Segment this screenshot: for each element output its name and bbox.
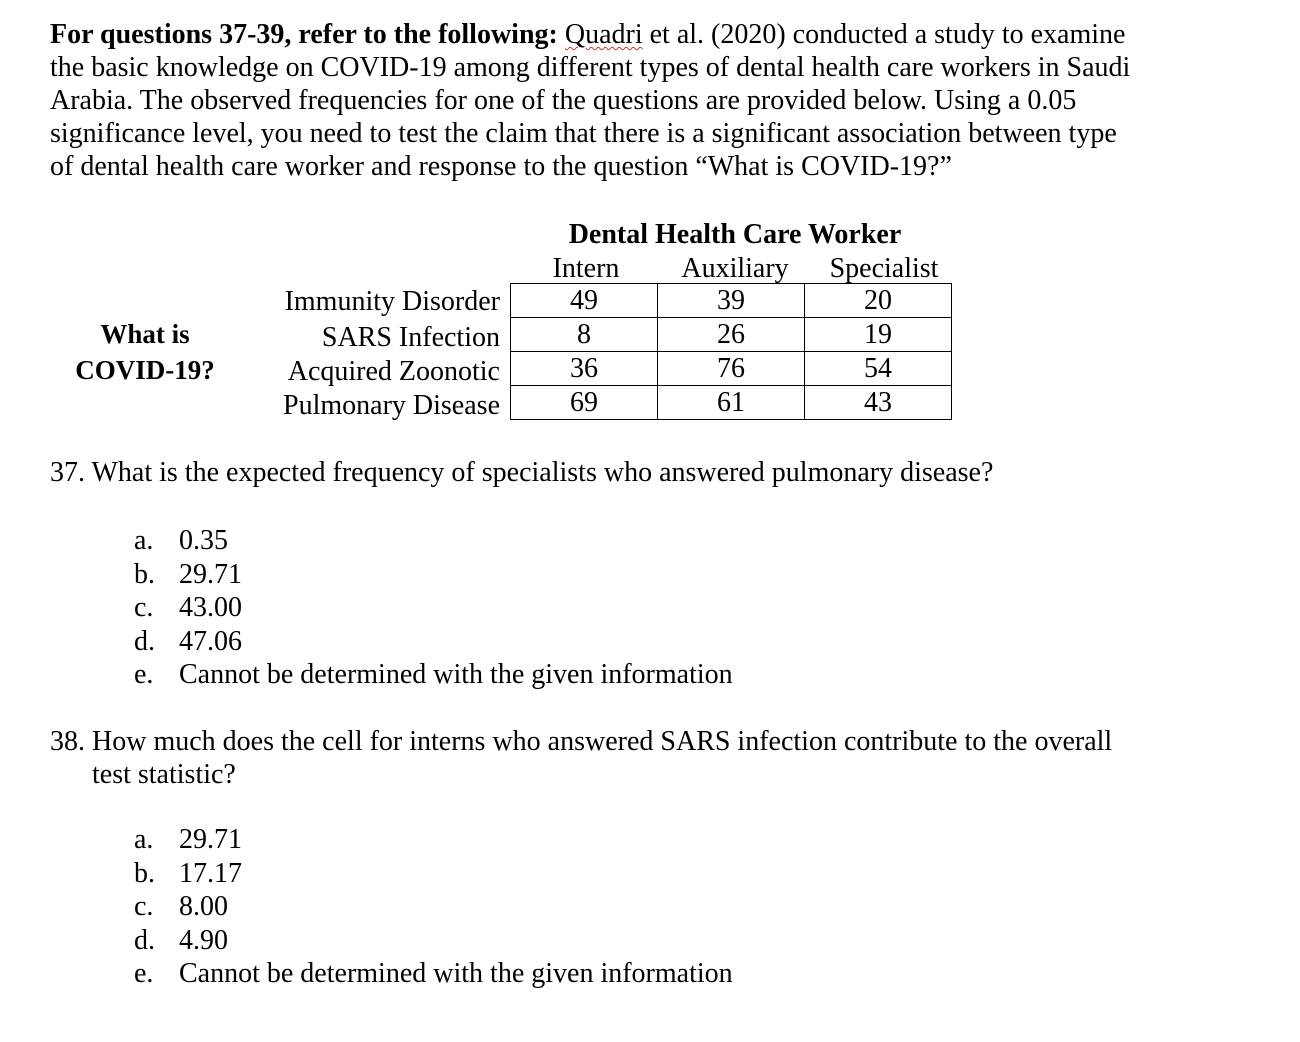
side-label-covid: COVID-19? [75,355,215,385]
option-d: d. 47.06 [134,625,242,657]
question-38-options [134,823,733,991]
side-label-what-is: What is [100,319,190,349]
intro-lead: For questions 37-39, refer to the following: [50,19,565,50]
option-a: a. 29.71 [134,824,242,855]
table-cell: 39 [658,284,805,318]
table-cell: 19 [805,318,952,352]
intro-line-4: significance level, you need to test the claim that there is a significant association between type [50,118,1117,149]
option-c: c. 8.00 [134,891,228,922]
table-title: Dental Health Care Worker [568,219,902,250]
table-cell: 76 [658,352,805,386]
table-row [511,386,952,420]
intro-line-2: the basic knowledge on COVID-19 among different types of dental health care workers in Saudi [50,52,1131,83]
intro-line-3: Arabia. The observed frequencies for one of the questions are provided below. Using a 0.05 [50,85,1077,116]
column-header-intern: Intern [552,253,620,284]
intro-line-5: of dental health care worker and response to the question “What is COVID-19?” [50,151,952,182]
question-37-stem: 37. What is the expected frequency of specialists who answered pulmonary disease? [50,457,994,488]
table-cell: 26 [658,318,805,352]
intro-line-1-rest: et al. (2020) conducted a study to examine [642,19,1126,50]
table-cell: 20 [805,284,952,318]
column-header-specialist: Specialist [829,253,939,284]
row-label-immunity-disorder: Immunity Disorder [284,286,500,317]
table-row [511,284,952,318]
row-label-acquired-zoonotic: Acquired Zoonotic [287,356,500,387]
table-cell: 69 [511,386,658,420]
question-37-options [134,524,733,692]
option-a: a. 0.35 [134,525,228,556]
question-38-stem-line-2: test statistic? [92,759,236,790]
table-cell: 49 [511,284,658,318]
intro-line-1 [50,18,1250,51]
option-b: b. 29.71 [134,558,242,590]
table-row [511,352,952,386]
row-label-sars-infection: SARS Infection [321,322,500,353]
question-38-stem [50,725,1250,791]
table-cell: 54 [805,352,952,386]
row-label-pulmonary-disease: Pulmonary Disease [283,390,500,421]
frequency-table [510,283,952,420]
table-cell: 43 [805,386,952,420]
table-cell: 36 [511,352,658,386]
option-e: e. Cannot be determined with the given information [134,659,733,690]
table-cell: 8 [511,318,658,352]
option-c: c. 43.00 [134,592,242,623]
column-header-auxiliary: Auxiliary [681,253,789,284]
intro-paragraph [50,18,1250,183]
table-row [511,318,952,352]
author-name: Quadri [564,19,643,50]
option-e: e. Cannot be determined with the given information [134,958,733,989]
option-b: b. 17.17 [134,857,242,889]
question-38-stem-line-1: 38. How much does the cell for interns who answered SARS infection contribute to the overall [50,726,1113,757]
option-d: d. 4.90 [134,924,228,956]
table-cell: 61 [658,386,805,420]
